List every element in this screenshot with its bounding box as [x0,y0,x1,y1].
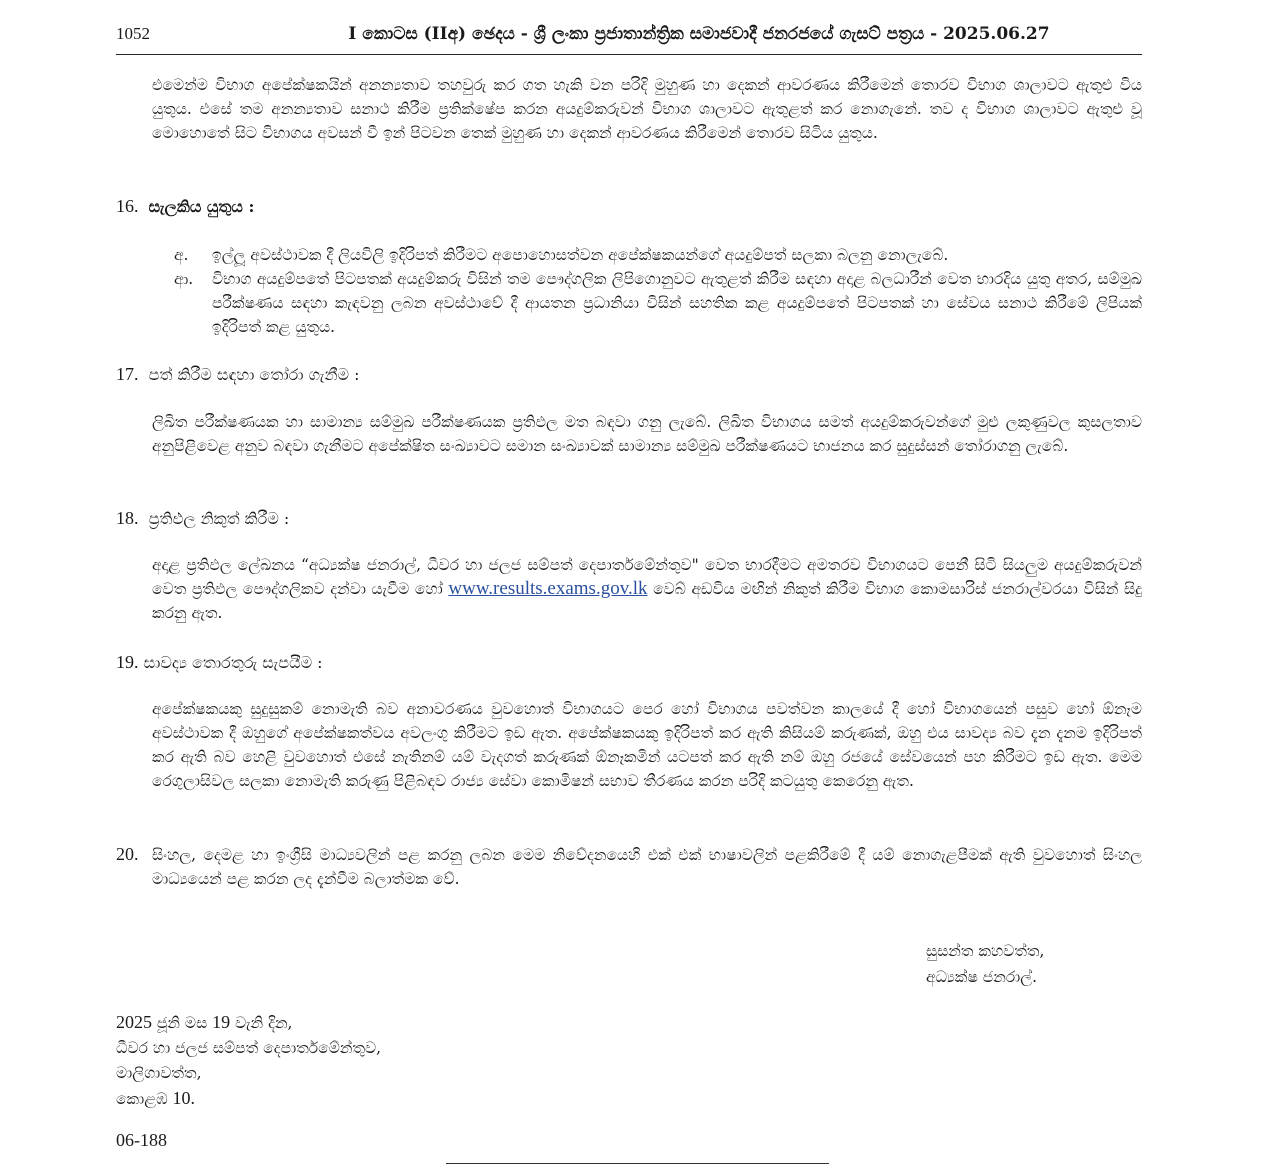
section-20-number: 20. [116,844,139,864]
section-20-body: සිංහල, දෙමළ හා ඉංග්‍රීසි මාධ්‍යවලින් පළ කරනු ලබන මෙම නිවේදනයෙහි එක් එක් භාෂාවලින් පළකිරීමේ දී යම් නොගැළපීමක් ඇති වුවහොත් සිංහල මාධ්‍යයෙන් පළ කරන ලද දැන්වීම බලාත්මක වේ. [152,846,1142,888]
section-18-number: 18. [116,508,139,528]
item-text: ඉල්ලූ අවස්ථාවක දී ලියවිලි ඉදිරිපත් කිරීමට අපොහොසත්වන අපේක්ෂකයන්ගේ අයදුම්පත් සලකා බලනු නොලැබේ. [212,246,949,264]
section-18-text-after: වෙබ් අඩවිය මඟින් නිකුත් කිරීම විභාග කොමසාරිස් ජනරාල්වරයා විසින් සිදු කරනු ඇත. [152,580,1142,622]
section-18-heading [116,506,289,531]
intro-paragraph: එමෙන්ම විභාග අපේක්ෂකයින් අනන්‍යතාව තහවුරු කර ගත හැකි වන පරිදි මුහුණ හා දෙකන් ආවරණය කිරීමෙන් තොරව විභාග ශාලාවට ඇතුළු විය යුතුය. එසේ තම අනන්‍යතාව සනාථ කිරීම ප්‍රතික්ෂේප කරන අයදුම්කරුවන් විභාග ශාලාවට ඇතුළත් කර නොගැනේ. තව ද විභාග ශාලාවට ඇතුළු වූ මොහොතේ සිට විභාගය අවසන් වී ඉන් පිටවන තෙක් මුහුණ හා දෙකන් ආවරණය කිරීමෙන් තොරව සිටිය යුතුය. [152,76,1142,142]
address-line-city: කොළඹ 10. [116,1088,195,1108]
address-block [116,1010,381,1112]
page-number: 1052 [116,24,150,43]
section-19-heading [116,650,323,675]
address-line-department: ධීවර හා ජලජ සම්පත් දෙපාර්තමේන්තුව, [116,1039,382,1057]
item-text: විභාග අයදුම්පතේ පිටපතක් අයදුම්කරු විසින් තම පෞද්ගලික ලිපිගොනුවට ඇතුළත් කිරීම සඳහා අදාළ බලධාරීන් වෙත භාරදිය යුතු අතර, සම්මුඛ පරීක්ෂණය සඳහා කැඳවනු ලබන අවස්ථාවේ දී ආයතන ප්‍රධානියා විසින් සහතික කළ අයදුම්පතේ පිටපතක් හා සේවය සනාථ කිරීමේ ලිපියක් ඉදිරිපත් කළ යුතුය. [212,270,1142,336]
section-17-body: ලිඛිත පරීක්ෂණයක හා සාමාන්‍ය සම්මුඛ පරීක්ෂණයක ප්‍රතිඵල මත බඳවා ගනු ලැබේ. ලිඛිත විභාගය සමත් අයදුම්කරුවන්ගේ මුළු ලකුණුවල කුසලතාව අනුපිළිවෙළ අනුව බඳවා ගැනීමට අපේක්ෂිත සංඛ්‍යාවට සමාන සංඛ්‍යාවක් සාමාන්‍ය සම්මුඛ පරීක්ෂණයට භාජනය කර සුදුස්සන් තෝරාගනු ලැබේ. [152,413,1142,455]
section-16-number: 16. [116,196,139,216]
gazette-title: I කොටස (IIඅ) ඡෙදය - ශ්‍රී ලංකා ප්‍රජාතාන්ත්‍රික සමාජවාදී ජනරජයේ ගැසට් පත්‍රය - 2025.06.27 [348,24,1050,44]
section-19-number: 19. [116,652,139,672]
section-18-title: ප්‍රතිඵල නිකුත් කිරීම : [148,509,290,528]
signatory-name: සුසන්ත කහවත්ත, [926,942,1045,960]
reference-number: 06-188 [116,1130,167,1150]
section-19-body: අපේක්ෂකයකු සුදුසුකම් නොමැති බව අනාවරණය වුවහොත් විභාගයට පෙර හෝ විභාගය පවත්වන කාලයේ දී හෝ විභාගයෙන් පසුව හෝ ඕනෑම අවස්ථාවක දී ඔහුගේ අපේක්ෂකත්වය අවලංගු කිරීමට ඉඩ ඇත. අපේක්ෂකයකු ඉදිරිපත් කර ඇති කිසියම් කරුණක්, ඔහු එය සාවද්‍ය බව දැන දැනම ඉදිරිපත් කර ඇති බව හෙළි වුවහොත් එසේ නැතිනම් යම් වැදගත් කරුණක් ඕනෑකමින් යටපත් කර ඇති නම් ඔහු රජයේ සේවයෙන් පහ කිරීමට ඉඩ ඇත. මෙම රෙගුලාසිවල සලකා නොමැති කරුණු පිළිබඳව රාජ්‍ය සේවා කොමිෂන් සභාව තීරණය කරන පරිදි කටයුතු කෙරෙනු ඇත. [152,700,1142,790]
section-17-heading [116,362,359,387]
section-17-number: 17. [116,364,139,384]
section-16-heading [116,194,254,219]
section-18-body [152,553,1142,625]
item-marker: ආ. [174,270,194,288]
page-header [116,22,1142,55]
item-marker: අ. [174,246,189,264]
section-17-title: පත් කිරීම සඳහා තෝරා ගැනීම : [148,365,360,384]
signatory-designation: අධ්‍යක්ෂ ජනරාල්. [926,968,1038,986]
signature-block [926,938,1044,990]
section-16-item-aa [174,267,1142,363]
results-website-link[interactable]: www.results.exams.gov.lk [448,578,648,599]
issue-date: 2025 ජූනි මස 19 වැනි දින, [116,1012,293,1032]
section-18-text-before: අදාළ ප්‍රතිඵල ලේඛනය “අධ්‍යක්ෂ ජනරාල්, ධීවර හා ජලජ සම්පත් දෙපාර්තමේන්තුව" වෙත භාරදීමට අමතරව විභාගයට පෙනී සිටි සියලුම අයදුම්කරුවන් වෙත ප්‍රතිඵල පෞද්ගලිකව දන්වා යැවීම හෝ [152,556,1142,598]
section-19-title: සාවද්‍ය තොරතුරු සැපයීම : [143,653,323,672]
section-16-title: සැලකිය යුතුය : [148,197,255,216]
footer-divider [446,1163,829,1164]
section-20-number-wrap [116,842,139,867]
address-line-street: මාලිගාවත්ත, [116,1064,202,1082]
section-16-item-a [174,243,1142,267]
